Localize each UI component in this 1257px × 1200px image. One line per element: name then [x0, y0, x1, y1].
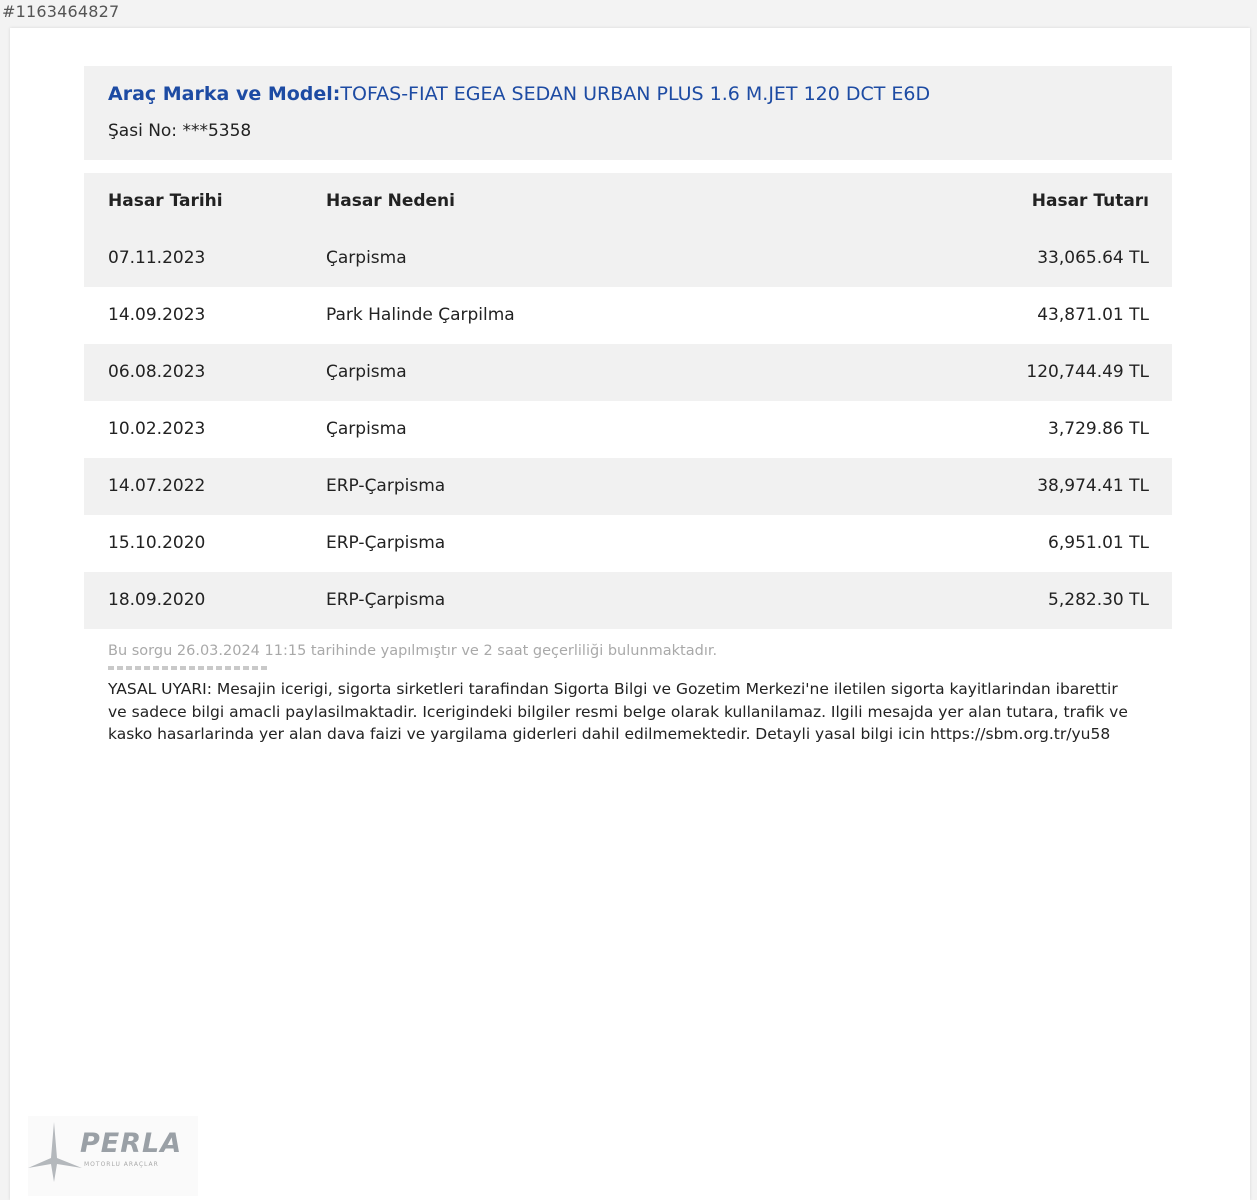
row-amount: 5,282.30 TL [1048, 590, 1149, 610]
table-header-row [84, 173, 1172, 230]
row-amount: 120,744.49 TL [1026, 362, 1149, 382]
row-amount: 33,065.64 TL [1037, 248, 1149, 268]
row-reason: Çarpisma [326, 362, 407, 382]
row-amount: 3,729.86 TL [1048, 419, 1149, 439]
row-reason: Çarpisma [326, 248, 407, 268]
row-reason: ERP-Çarpisma [326, 533, 446, 553]
logo-name: PERLA [80, 1128, 183, 1159]
table-row [84, 344, 1172, 401]
document-page [10, 28, 1250, 1200]
table-row [84, 458, 1172, 515]
table-row [84, 230, 1172, 287]
row-date: 14.09.2023 [108, 305, 206, 325]
header-date: Hasar Tarihi [108, 191, 223, 211]
chassis-value: ***5358 [182, 121, 252, 141]
row-date: 15.10.2020 [108, 533, 206, 553]
vehicle-model-value: TOFAS-FIAT EGEA SEDAN URBAN PLUS 1.6 M.JET 120 DCT E6D [340, 83, 931, 105]
damage-table [84, 173, 1172, 629]
table-row [84, 572, 1172, 629]
listing-id: #1163464827 [2, 2, 120, 21]
row-amount: 38,974.41 TL [1037, 476, 1149, 496]
vehicle-model-label: Araç Marka ve Model: [108, 83, 341, 105]
row-date: 14.07.2022 [108, 476, 206, 496]
chassis-label: Şasi No: [108, 121, 178, 141]
perla-logo [28, 1116, 198, 1196]
row-date: 10.02.2023 [108, 419, 206, 439]
row-reason: ERP-Çarpisma [326, 590, 446, 610]
row-date: 06.08.2023 [108, 362, 206, 382]
table-row [84, 515, 1172, 572]
legal-notice: YASAL UYARI: Mesajin icerigi, sigorta sirketleri tarafindan Sigorta Bilgi ve Gozetim Merkezi'ne iletilen sigorta kayitlarindan ibarettir ve sadece bilgi amacli paylasilmaktadir. Icerigindeki bilgiler resmi belge olarak kullanilamaz. Ilgili mesajda yer alan tutara, trafik ve kasko hasarlarinda yer alan dava faizi ve yargilama giderleri dahil edilmemektedir. Detayli yasal bilgi icin https://sbm.org.tr/yu58 [108, 680, 1128, 743]
chassis-line [108, 121, 251, 141]
star-logo-icon [28, 1122, 84, 1182]
table-row [84, 287, 1172, 344]
tiny-reference-line [108, 666, 268, 670]
row-date: 18.09.2020 [108, 590, 206, 610]
row-reason: Çarpisma [326, 419, 407, 439]
vehicle-info-box [84, 66, 1172, 160]
row-date: 07.11.2023 [108, 248, 206, 268]
row-reason: Park Halinde Çarpilma [326, 305, 515, 325]
table-row [84, 401, 1172, 458]
vehicle-model-line [108, 83, 930, 105]
header-amount: Hasar Tutarı [1031, 191, 1149, 211]
logo-subtitle: MOTORLU ARAÇLAR [84, 1161, 159, 1168]
header-reason: Hasar Nedeni [326, 191, 455, 211]
row-amount: 6,951.01 TL [1048, 533, 1149, 553]
row-reason: ERP-Çarpisma [326, 476, 446, 496]
query-validity-note: Bu sorgu 26.03.2024 11:15 tarihinde yapılmıştır ve 2 saat geçerliliği bulunmaktadır. [108, 643, 718, 659]
row-amount: 43,871.01 TL [1037, 305, 1149, 325]
